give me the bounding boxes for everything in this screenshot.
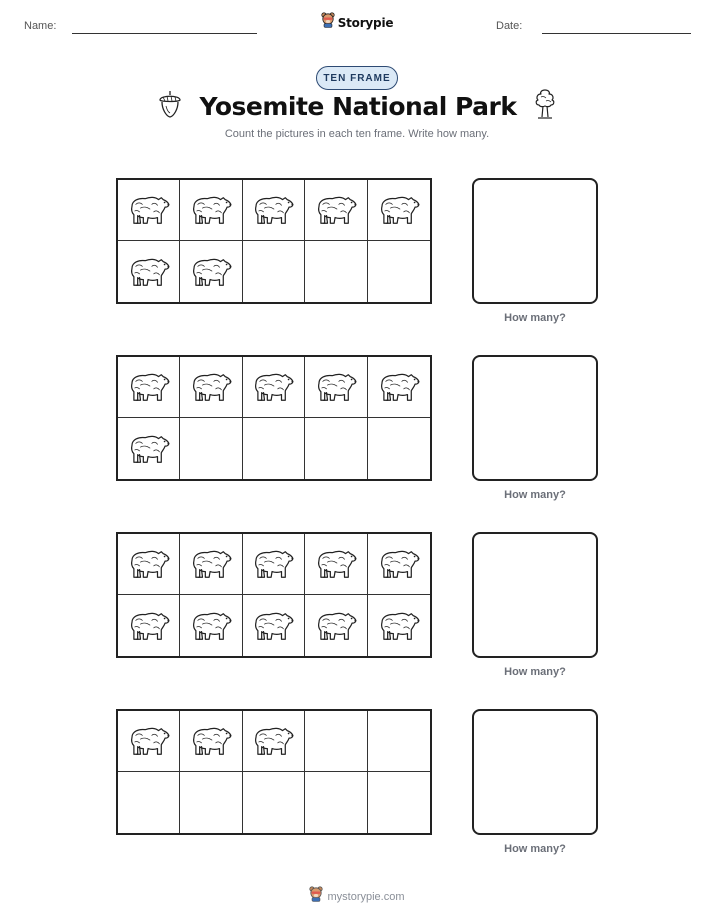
frame-cell xyxy=(118,241,180,302)
how-many-label-1: How many? xyxy=(504,312,566,324)
title-row xyxy=(0,88,714,125)
frame-cell xyxy=(243,595,305,656)
storypie-mascot-icon xyxy=(309,886,323,907)
brand-name: Storypie xyxy=(337,15,394,30)
bear-icon xyxy=(251,724,295,758)
frame-cell xyxy=(368,241,430,302)
bear-icon xyxy=(127,432,171,466)
answer-box-1[interactable] xyxy=(472,178,598,304)
footer xyxy=(0,886,714,907)
bear-icon xyxy=(127,724,171,758)
bear-icon xyxy=(127,255,171,289)
bear-icon xyxy=(314,370,358,404)
frame-cell xyxy=(368,357,430,418)
bear-icon xyxy=(189,193,233,227)
how-many-label-4: How many? xyxy=(504,843,566,855)
ten-frame-3 xyxy=(116,532,432,658)
bear-icon xyxy=(377,370,421,404)
bear-icon xyxy=(127,193,171,227)
frame-cell xyxy=(243,711,305,772)
tree-icon xyxy=(534,88,556,125)
bear-icon xyxy=(314,609,358,643)
frame-cell xyxy=(118,357,180,418)
acorn-icon xyxy=(158,89,182,124)
frame-cell xyxy=(180,711,242,772)
frame-cell xyxy=(368,180,430,241)
frame-cell xyxy=(243,241,305,302)
bear-icon xyxy=(127,609,171,643)
frame-cell xyxy=(368,711,430,772)
bear-icon xyxy=(189,370,233,404)
frame-cell xyxy=(118,418,180,479)
date-line[interactable] xyxy=(542,33,691,34)
frame-cell xyxy=(180,241,242,302)
storypie-mascot-icon xyxy=(321,12,335,33)
bear-icon xyxy=(251,547,295,581)
frame-cell xyxy=(243,534,305,595)
ten-frame-2 xyxy=(116,355,432,481)
bear-icon xyxy=(377,193,421,227)
bear-icon xyxy=(189,724,233,758)
frame-cell xyxy=(305,595,367,656)
frame-cell xyxy=(243,357,305,418)
bear-icon xyxy=(189,255,233,289)
frame-cell xyxy=(243,772,305,833)
frame-cell xyxy=(118,772,180,833)
bear-icon xyxy=(314,193,358,227)
bear-icon xyxy=(189,547,233,581)
how-many-label-2: How many? xyxy=(504,489,566,501)
instructions: Count the pictures in each ten frame. Write how many. xyxy=(224,128,490,140)
frame-cell xyxy=(243,180,305,241)
bear-icon xyxy=(189,609,233,643)
ten-frame-badge: TEN FRAME xyxy=(316,66,398,90)
bear-icon xyxy=(251,193,295,227)
frame-cell xyxy=(180,595,242,656)
brand-logo xyxy=(0,12,714,33)
frame-cell xyxy=(305,357,367,418)
name-line[interactable] xyxy=(72,33,257,34)
ten-frame-1 xyxy=(116,178,432,304)
page-title: Yosemite National Park xyxy=(199,92,517,121)
frame-cell xyxy=(305,418,367,479)
footer-url: mystorypie.com xyxy=(327,890,405,903)
bear-icon xyxy=(314,547,358,581)
frame-cell xyxy=(180,180,242,241)
how-many-label-3: How many? xyxy=(504,666,566,678)
answer-box-3[interactable] xyxy=(472,532,598,658)
frame-cell xyxy=(243,418,305,479)
frame-cell xyxy=(305,534,367,595)
frame-cell xyxy=(305,711,367,772)
frame-cell xyxy=(118,711,180,772)
ten-frame-4 xyxy=(116,709,432,835)
frame-cell xyxy=(305,772,367,833)
answer-box-4[interactable] xyxy=(472,709,598,835)
frame-cell xyxy=(180,357,242,418)
name-label: Name: xyxy=(24,20,57,32)
frame-cell xyxy=(118,534,180,595)
frame-cell xyxy=(368,595,430,656)
frame-cell xyxy=(118,180,180,241)
answer-box-2[interactable] xyxy=(472,355,598,481)
date-label: Date: xyxy=(496,20,523,32)
bear-icon xyxy=(251,370,295,404)
bear-icon xyxy=(127,547,171,581)
frame-cell xyxy=(180,772,242,833)
bear-icon xyxy=(251,609,295,643)
frame-cell xyxy=(180,534,242,595)
bear-icon xyxy=(127,370,171,404)
frame-cell xyxy=(118,595,180,656)
bear-icon xyxy=(377,547,421,581)
frame-cell xyxy=(368,418,430,479)
frame-cell xyxy=(368,772,430,833)
frame-cell xyxy=(305,180,367,241)
frame-cell xyxy=(368,534,430,595)
bear-icon xyxy=(377,609,421,643)
frame-cell xyxy=(180,418,242,479)
frame-cell xyxy=(305,241,367,302)
